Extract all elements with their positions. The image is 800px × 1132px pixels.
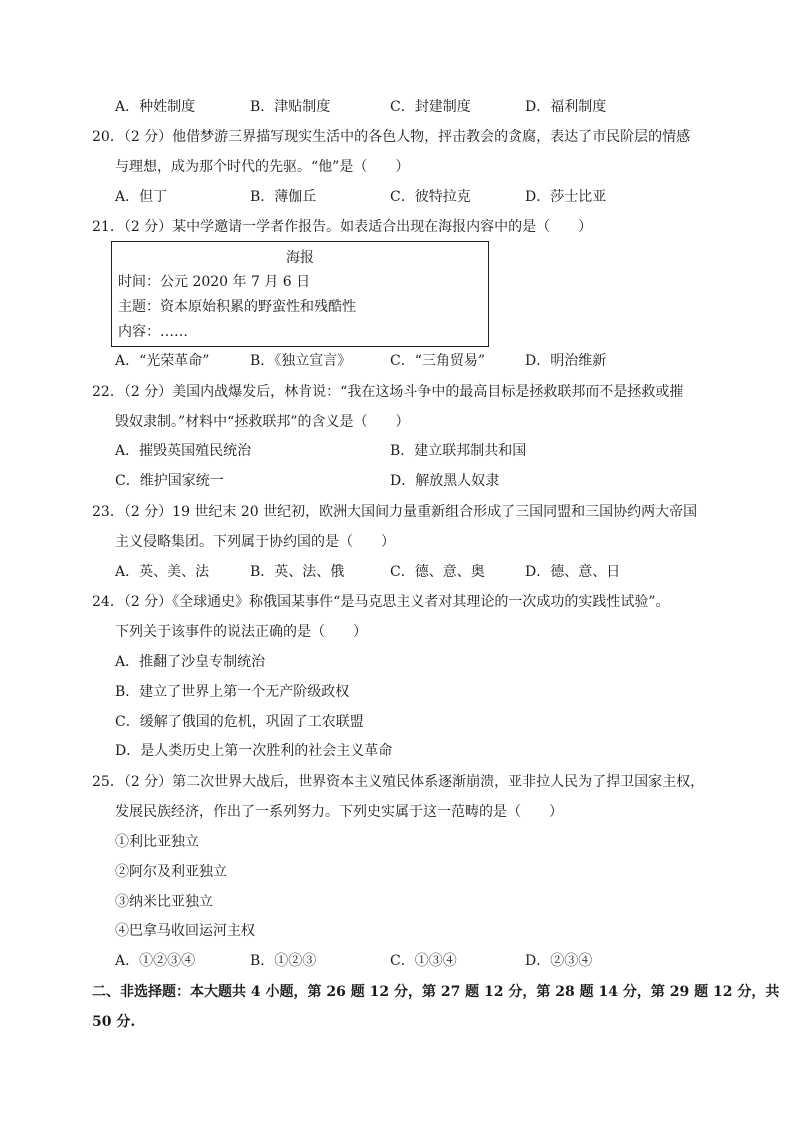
q21-option-c[interactable]: C．“三角贸易” [390, 353, 486, 369]
q20-option-a[interactable]: A．但丁 [115, 189, 168, 205]
q24-option-a[interactable]: A．推翻了沙皇专制统治 [115, 654, 266, 670]
q25-item-1: ①利比亚独立 [115, 834, 199, 850]
q23-option-a[interactable]: A．英、美、法 [115, 564, 210, 580]
q22-option-d[interactable]: D．解放黑人奴隶 [390, 473, 500, 489]
q23-option-b[interactable]: B．英、法、俄 [250, 564, 345, 580]
q25-stem-line2: 发展民族经济，作出了一系列努力。下列史实属于这一范畴的是（ ） [115, 804, 563, 820]
q22-stem-line1: 22．（2 分）美国内战爆发后，林肯说：“我在这场斗争中的最高目标是拯救联邦而不是拯救或摧 [92, 384, 684, 400]
q24-stem-line1: 24．（2 分）《全球通史》称俄国某事件“是马克思主义者对其理论的一次成功的实践性试验”。 [92, 594, 670, 610]
q22-option-a[interactable]: A．摧毁英国殖民统治 [115, 443, 252, 459]
q25-item-4: ④巴拿马收回运河主权 [115, 923, 255, 939]
q24-option-d[interactable]: D．是人类历史上第一次胜利的社会主义革命 [115, 743, 393, 759]
q19-option-d[interactable]: D．福利制度 [525, 99, 607, 115]
q23-stem-line1: 23．（2 分）19 世纪末 20 世纪初，欧洲大国间力量重新组合形成了三国同盟和三国协约两大帝国 [92, 504, 698, 520]
q23-stem-line2: 主义侵略集团。下列属于协约国的是（ ） [115, 534, 395, 550]
q23-option-c[interactable]: C．德、意、奥 [390, 564, 485, 580]
q22-option-c[interactable]: C．维护国家统一 [115, 473, 224, 489]
q20-option-c[interactable]: C．彼特拉克 [390, 189, 471, 205]
section2-heading-line2: 50 分. [92, 1014, 136, 1030]
poster-content: 内容：…… [118, 324, 188, 340]
q21-option-a[interactable]: A．“光荣革命” [115, 353, 210, 369]
q21-stem-line1: 21．（2 分）某中学邀请一学者作报告。如表适合出现在海报内容中的是（ ） [92, 219, 593, 235]
q19-option-b[interactable]: B．津贴制度 [250, 99, 331, 115]
q25-item-3: ③纳米比亚独立 [115, 894, 213, 910]
q20-stem-line2: 与理想，成为那个时代的先驱。“他”是（ ） [115, 159, 410, 175]
q22-stem-line2: 毁奴隶制。”材料中“拯救联邦”的含义是（ ） [115, 414, 410, 430]
q24-option-b[interactable]: B．建立了世界上第一个无产阶级政权 [115, 684, 350, 700]
section2-heading-line1: 二、非选择题：本大题共 4 小题，第 26 题 12 分，第 27 题 12 分，第 28 题 14 分，第 29 题 12 分，共 [92, 984, 780, 1000]
q23-option-d[interactable]: D．德、意、日 [525, 564, 621, 580]
q20-option-b[interactable]: B．薄伽丘 [250, 189, 317, 205]
q24-stem-line2: 下列关于该事件的说法正确的是（ ） [115, 624, 367, 640]
poster-topic: 主题：资本原始积累的野蛮性和残酷性 [118, 299, 356, 315]
q25-option-b[interactable]: B．①②③ [250, 953, 317, 969]
q25-option-c[interactable]: C．①③④ [390, 953, 457, 969]
q21-option-b[interactable]: B．《独立宣言》 [250, 353, 352, 369]
q19-option-c[interactable]: C．封建制度 [390, 99, 471, 115]
q20-stem-line1: 20．（2 分）他借梦游三界描写现实生活中的各色人物，抨击教会的贪腐，表达了市民阶层的情感 [92, 129, 691, 145]
poster-time: 时间：公元 2020 年 7 月 6 日 [118, 274, 311, 290]
poster-title: 海报 [286, 250, 314, 266]
q25-item-2: ②阿尔及利亚独立 [115, 864, 227, 880]
q21-option-d[interactable]: D．明治维新 [525, 353, 607, 369]
poster-box [111, 241, 489, 347]
q24-option-c[interactable]: C．缓解了俄国的危机，巩固了工农联盟 [115, 714, 364, 730]
q22-option-b[interactable]: B．建立联邦制共和国 [390, 443, 527, 459]
q20-option-d[interactable]: D．莎士比亚 [525, 189, 607, 205]
q25-stem-line1: 25．（2 分）第二次世界大战后，世界资本主义殖民体系逐渐崩溃，亚非拉人民为了捍卫国家主权， [92, 774, 705, 790]
q19-option-a[interactable]: A．种姓制度 [115, 99, 196, 115]
q25-option-d[interactable]: D．②③④ [525, 953, 593, 969]
q25-option-a[interactable]: A．①②③④ [115, 953, 196, 969]
